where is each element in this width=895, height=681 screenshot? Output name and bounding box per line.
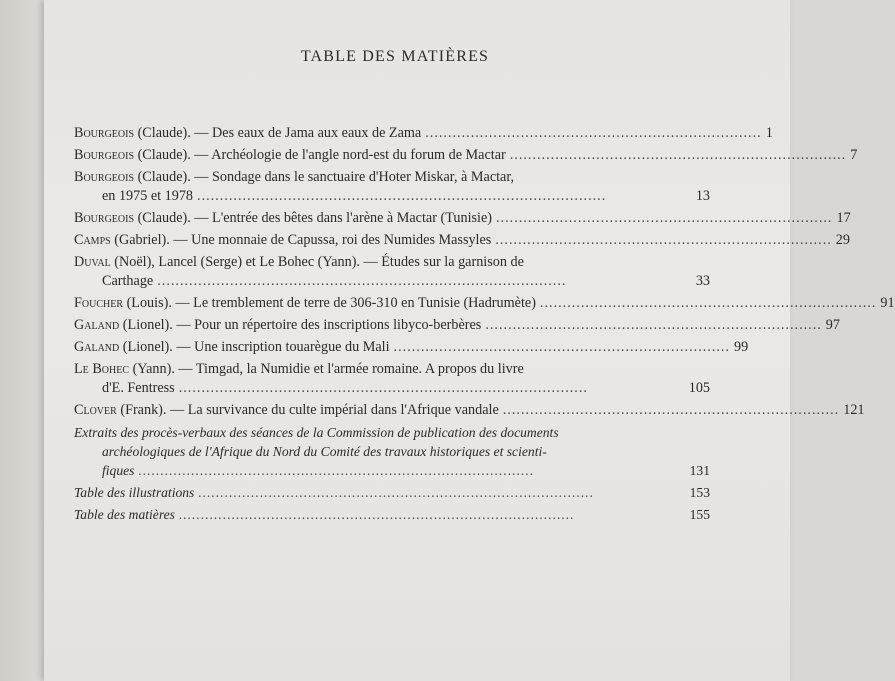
entry-author: Bourgeois [74,147,135,163]
entry-author: Camps [74,232,111,248]
entry-title: (Claude). — L'entrée des bêtes dans l'arène à Mactar (Tunisie) [134,210,492,226]
entry-title: (Yann). — Timgad, la Numidie et l'armée romaine. A propos du livre [129,361,524,377]
toc-entry[interactable]: Galand (Lionel). — Une inscription touarègue du Mali .......................................................................... 99 [74,339,749,355]
entry-title: Table des matières [74,507,175,522]
page-title: TABLE DES MATIÈRES [300,48,490,65]
toc-entry[interactable]: Camps (Gabriel). — Une monnaie de Capussa, roi des Numides Massyles .......................................................................... 29 [74,232,850,248]
entry-author: Duval [74,254,111,270]
entry-page: 105 [688,380,710,396]
entry-author: Galand [74,317,120,333]
entry-page: 97 [825,317,840,333]
toc-entry-matieres[interactable]: Table des matières .......................................................................................... 155 [74,507,710,522]
toc-entry-illustrations[interactable]: Table des illustrations .......................................................................................... 153 [74,485,710,500]
toc-entry[interactable]: Bourgeois (Claude). — L'entrée des bêtes dans l'arène à Mactar (Tunisie) .......................................................................... 17 [74,210,851,226]
entry-title: (Lionel). — Une inscription touarègue du Mali [119,339,390,355]
extraits-line-3: fiques [102,463,135,478]
entry-author: Bourgeois [74,169,135,185]
entry-title: (Claude). — Archéologie de l'angle nord-est du forum de Mactar [134,147,506,163]
entry-title: (Lionel). — Pour un répertoire des inscriptions libyco-berbères [119,317,482,333]
toc-entry[interactable]: Bourgeois (Claude). — Archéologie de l'angle nord-est du forum de Mactar .......................................................................... 7 [74,147,858,163]
entry-title: (Claude). — Sondage dans le sanctuaire d'Hoter Miskar, à Mactar, [134,169,515,185]
entry-title: (Claude). — Des eaux de Jama aux eaux de Zama [134,125,422,141]
toc-entry-extraits[interactable]: Extraits des procès-verbaux des séances de la Commission de publication des documents archéologiques de l'Afrique du Nord du Comité des travaux historiques et scienti- fiques .......................................................................................... 131 [74,425,710,478]
entry-page: 131 [689,463,710,478]
toc-entry[interactable]: Bourgeois (Claude). — Des eaux de Jama aux eaux de Zama .......................................................................... 1 [74,125,773,141]
table-of-contents [74,124,895,527]
entry-page: 33 [695,273,710,289]
toc-entry[interactable]: Galand (Lionel). — Pour un répertoire des inscriptions libyco-berbères .......................................................................... 97 [74,317,840,333]
entry-page: 17 [836,210,851,226]
entry-author: Bourgeois [74,210,135,226]
entry-author: Le Bohec [74,361,130,377]
extraits-line-1: Extraits des procès-verbaux des séances de la Commission de publication des documents [74,425,559,440]
entry-page: 99 [734,339,749,355]
entry-title: Table des illustrations [74,485,195,500]
toc-entry[interactable]: Clover (Frank). — La survivance du culte impérial dans l'Afrique vandale .......................................................................... 121 [74,402,865,418]
entry-page: 155 [689,507,710,522]
toc-entry[interactable]: Duval (Noël), Lancel (Serge) et Le Bohec (Yann). — Études sur la garnison de Carthage .......................................................................................... 33 [74,254,710,289]
entry-title-continued: d'E. Fentress [102,380,175,396]
entry-author: Bourgeois [74,125,135,141]
entry-title: (Louis). — Le tremblement de terre de 306-310 en Tunisie (Hadrumète) [123,295,536,311]
entry-title: (Gabriel). — Une monnaie de Capussa, roi des Numides Massyles [110,232,492,248]
entry-title-continued: Carthage [102,273,154,289]
toc-entry[interactable]: Foucher (Louis). — Le tremblement de terre de 306-310 en Tunisie (Hadrumète) .......................................................................... 91 [74,295,895,311]
entry-author: Galand [74,339,120,355]
entry-title-continued: en 1975 et 1978 [102,188,194,204]
toc-entry[interactable]: Le Bohec (Yann). — Timgad, la Numidie et l'armée romaine. A propos du livre d'E. Fentress .......................................................................................... 105 [74,361,710,396]
entry-page: 153 [689,485,710,500]
entry-author: Foucher [74,295,124,311]
entry-page: 13 [695,188,710,204]
page-gutter [0,0,44,681]
entry-page: 91 [880,295,895,311]
entry-title: (Frank). — La survivance du culte impérial dans l'Afrique vandale [116,402,499,418]
extraits-line-2: archéologiques de l'Afrique du Nord du Comité des travaux historiques et scienti- [102,444,547,459]
entry-author: Clover [74,402,117,418]
toc-entry[interactable]: Bourgeois (Claude). — Sondage dans le sanctuaire d'Hoter Miskar, à Mactar, en 1975 et 1978 .......................................................................................... 13 [74,169,710,204]
entry-page: 1 [765,125,773,141]
entry-page: 29 [835,232,850,248]
entry-page: 7 [850,147,858,163]
entry-title: (Noël), Lancel (Serge) et Le Bohec (Yann). — Études sur la garnison de [110,254,524,270]
entry-page: 121 [843,402,865,418]
